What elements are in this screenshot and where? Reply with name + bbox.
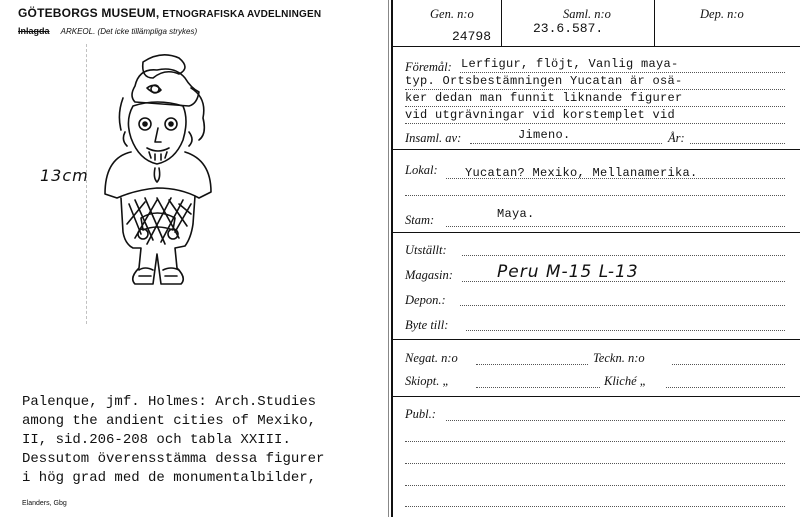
department-name: ETNOGRAFISKA AVDELNINGEN [162,9,322,20]
skiopt-label: Skiopt. „ [405,374,450,388]
printer-mark: Elanders, Gbg [22,500,67,507]
museum-heading [18,6,321,20]
publ-dotted-line-2 [405,441,785,442]
archaeology-note: ARKEOL. (Det icke tillämpliga strykes) [60,27,198,36]
footnote-line-5: i hög grad med de monumentalbilder, [22,470,317,486]
saml-number-label: Saml. n:o [563,7,611,21]
crossed-out-word: Inlagda [18,26,50,36]
foremal-label: Föremål: [405,60,452,74]
museum-name: GÖTEBORGS MUSEUM, [18,6,160,20]
foremal-dotted-line-1 [460,72,785,73]
teckn-label: Teckn. n:o [593,351,645,365]
utstallt-label: Utställt: [405,243,447,257]
lokal-value: Yucatan? Mexiko, Mellanamerika. [465,166,698,180]
header-row-bottom-border [393,46,800,47]
publ-dotted-line-3 [405,463,785,464]
magasin-label: Magasin: [405,268,453,282]
lokal-dotted-line-1 [446,178,785,179]
magasin-dotted-line [462,281,785,282]
stam-label: Stam: [405,213,435,227]
insaml-label: Insaml. av: [405,131,462,145]
ar-dotted-line [690,143,785,144]
footnote-block [22,393,324,488]
header-cell-divider-1 [501,0,502,46]
foremal-line-3: ker dedan man funnit liknande figurer [405,91,683,105]
kliche-label: Kliché „ [604,374,647,388]
depon-label: Depon.: [405,293,446,307]
negat-dotted-line [476,364,588,365]
section-divider-2 [393,232,800,233]
footnote-line-2: among the andient cities of Mexiko, [22,413,317,429]
saml-number-value: 23.6.587. [533,21,604,36]
insaml-value: Jimeno. [518,128,571,142]
figurine-drawing [95,48,235,298]
foremal-line-1: Lerfigur, flöjt, Vanlig maya- [461,57,679,71]
stam-dotted-line [446,226,785,227]
insaml-dotted-line [470,143,662,144]
foremal-dotted-line-2 [405,89,785,90]
section-divider-3 [393,339,800,340]
column-divider-shadow [388,0,389,517]
section-divider-4 [393,396,800,397]
byte-label: Byte till: [405,318,449,332]
publ-dotted-line-4 [405,485,785,486]
teckn-dotted-line [672,364,785,365]
measurement-line [86,44,89,324]
gen-number-value: 24798 [452,29,492,44]
footnote-line-3: II, sid.206-208 och tabla XXIII. [22,432,291,448]
utstallt-dotted-line [462,255,785,256]
footnote-line-1: Palenque, jmf. Holmes: Arch.Studies [22,394,317,410]
department-subheading [18,26,197,36]
publ-dotted-line-5 [405,506,785,507]
foremal-dotted-line-4 [405,123,785,124]
footnote-line-4: Dessutom överensstämma dessa figurer [22,451,325,467]
foremal-line-4: vid utgrävningar vid korstemplet vid [405,108,676,122]
publ-label: Publ.: [405,407,436,421]
height-note: 13cm [40,166,89,185]
section-divider-1 [393,149,800,150]
skiopt-dotted-line [476,387,600,388]
stam-value: Maya. [497,207,535,221]
negat-label: Negat. n:o [405,351,458,365]
publ-dotted-line-1 [446,420,785,421]
header-cell-divider-2 [654,0,655,46]
lokal-label: Lokal: [405,163,438,177]
column-divider [391,0,393,517]
magasin-value: Peru M-15 L-13 [497,262,639,282]
depon-dotted-line [460,305,785,306]
byte-dotted-line [466,330,785,331]
dep-number-label: Dep. n:o [700,7,744,21]
gen-number-label: Gen. n:o [430,7,474,21]
ar-label: År: [668,131,685,145]
lokal-dotted-line-2 [405,195,785,196]
foremal-dotted-line-3 [405,106,785,107]
foremal-line-2: typ. Ortsbestämningen Yucatan är osä- [405,74,683,88]
kliche-dotted-line [666,387,785,388]
